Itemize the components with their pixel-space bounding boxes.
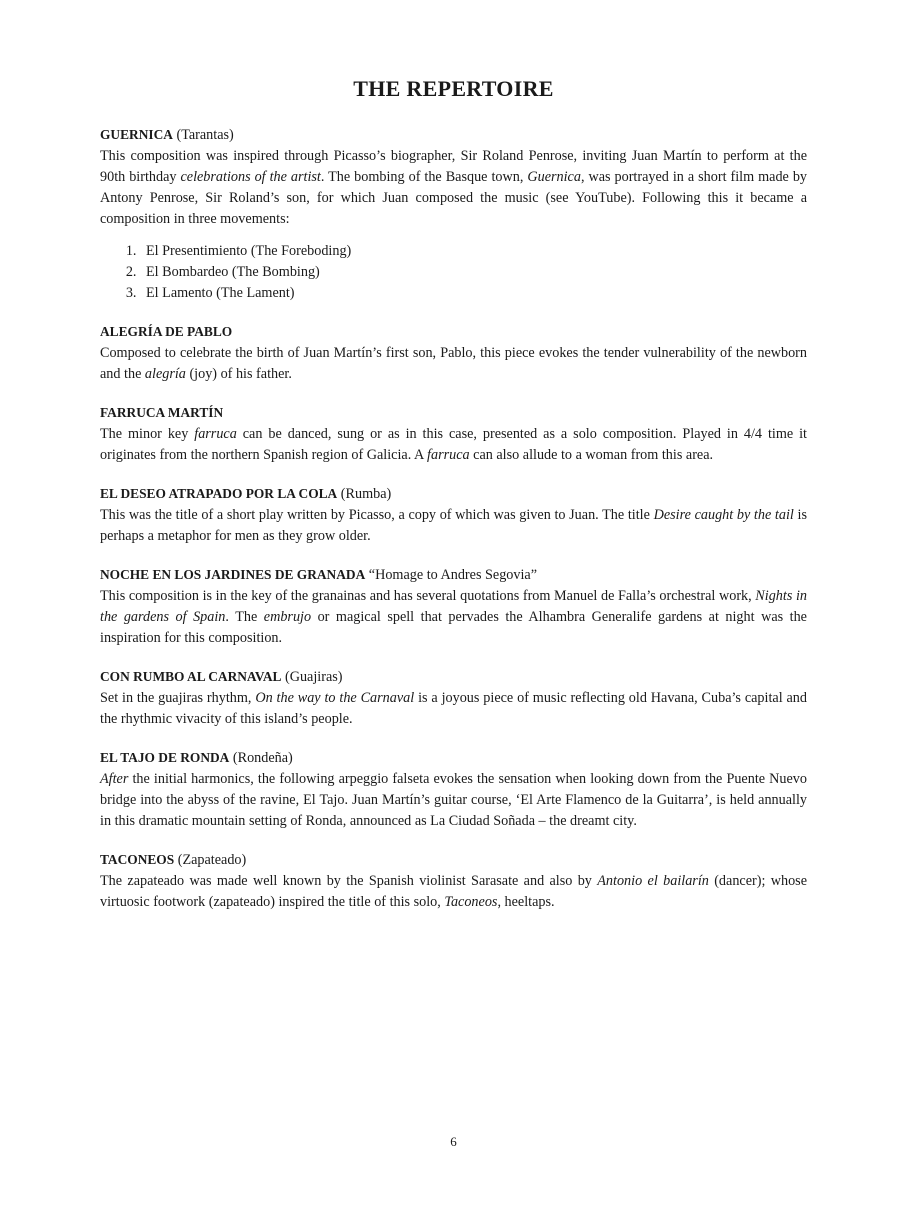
repertoire-section [100,747,807,832]
italic-text: On the way to the Carnaval [255,690,415,706]
section-heading [100,321,807,343]
list-item: 2. El Bombardeo (The Bombing) [140,262,807,283]
italic-text: farruca [194,426,237,442]
text-run: Composed to celebrate the birth of Juan Martín’s first son, Pablo, this piece evokes the tender vulnerability of the newborn and the [100,345,807,382]
text-run: This composition was inspired through Picasso’s biographer, Sir Roland Penrose, inviting Juan Martín to perform at the 90th birthday [100,148,807,185]
section-description [100,688,807,730]
text-run: , heeltaps. [497,894,555,910]
text-run: , was portrayed in a short film made by Antony Penrose, Sir Roland’s son, for which Juan composed the music (see YouTube). Following this it became a composition in three movements: [100,169,808,227]
repertoire-section [100,321,807,385]
italic-text: celebrations of the artist [180,169,321,185]
piece-style: (Tarantas) [176,127,234,143]
section-description [100,146,807,230]
piece-title: NOCHE EN LOS JARDINES DE GRANADA [100,567,366,582]
section-heading [100,666,807,688]
section-description [100,871,807,913]
section-heading [100,402,807,424]
italic-text: Antonio el bailarín [597,873,709,889]
italic-text: Desire caught by the tail [653,507,794,523]
piece-title: EL TAJO DE RONDA [100,750,230,765]
piece-title: TACONEOS [100,852,175,867]
piece-title: EL DESEO ATRAPADO POR LA COLA [100,486,338,501]
italic-text: farruca [427,447,470,463]
repertoire-section [100,564,807,649]
text-run: (joy) of his father. [185,366,292,382]
repertoire-section [100,483,807,547]
repertoire-list [100,124,807,930]
piece-title: ALEGRÍA DE PABLO [100,324,233,339]
repertoire-section [100,124,807,304]
text-run: is a joyous piece of music reflecting old Havana, Cuba’s capital and the rhythmic vivacity of this island’s people. [100,690,807,727]
text-run: is perhaps a metaphor for men as they grow older. [100,507,807,544]
italic-text: Taconeos [444,894,498,910]
text-run: . The [225,609,264,625]
piece-style: “Homage to Andres Segovia” [368,567,538,583]
repertoire-section [100,402,807,466]
text-run: can be danced, sung or as in this case, presented as a solo composition. Played in 4/4 time it originates from the northern Spanish region of Galicia. A [100,426,808,463]
text-run: The zapateado was made well known by the Spanish violinist Sarasate and also by [100,873,598,889]
page-title: THE REPERTOIRE [353,76,554,101]
text-run: can also allude to a woman from this area. [469,447,714,463]
text-run: (dancer); whose virtuosic footwork (zapateado) inspired the title of this solo, [100,873,808,910]
document-page [100,0,807,1209]
piece-style: (Zapateado) [177,852,247,868]
text-run: . The bombing of the Basque town, [320,169,528,185]
section-description [100,424,807,466]
movements-list [100,241,807,304]
repertoire-section [100,666,807,730]
repertoire-section [100,849,807,913]
section-heading [100,849,807,871]
section-description [100,343,807,385]
section-description [100,769,807,832]
piece-style: (Rumba) [340,486,392,502]
piece-title: CON RUMBO AL CARNAVAL [100,669,282,684]
text-run: This composition is in the key of the granainas and has several quotations from Manuel de Falla’s orchestral work, [100,588,756,604]
italic-text: embrujo [263,609,312,625]
text-run: Set in the guajiras rhythm, [100,690,256,706]
piece-style: (Guajiras) [284,669,343,685]
text-run: This was the title of a short play written by Picasso, a copy of which was given to Juan. The title [100,507,654,523]
piece-style: (Rondeña) [232,750,293,766]
page-number: 6 [450,1134,457,1149]
list-item: 1. El Presentimiento (The Foreboding) [140,241,807,262]
text-run: the initial harmonics, the following arpeggio falseta evokes the sensation when looking down from the Puente Nuevo bridge into the abyss of the ravine, El Tajo. Juan Martín’s guitar course, ‘El Arte Flamenco de la Guitarra’, is held annually in this dramatic mountain setting of Ronda, announced as La Ciudad Soñada – the dreamt city. [100,771,807,829]
section-description [100,586,807,649]
section-heading [100,483,807,505]
piece-title: FARRUCA MARTÍN [100,405,224,420]
italic-text: Nights in the gardens of Spain [100,588,808,625]
italic-text: Guernica [527,169,581,185]
list-item: 3. El Lamento (The Lament) [140,283,807,304]
section-heading [100,564,807,586]
text-run: or magical spell that pervades the Alhambra Generalife gardens at night was the inspiration for this composition. [100,609,807,646]
section-heading [100,124,807,146]
section-description [100,505,807,547]
italic-text: alegría [144,366,186,382]
section-heading [100,747,807,769]
italic-text: After [100,771,129,787]
piece-title: GUERNICA [100,127,173,142]
text-run: The minor key [100,426,195,442]
